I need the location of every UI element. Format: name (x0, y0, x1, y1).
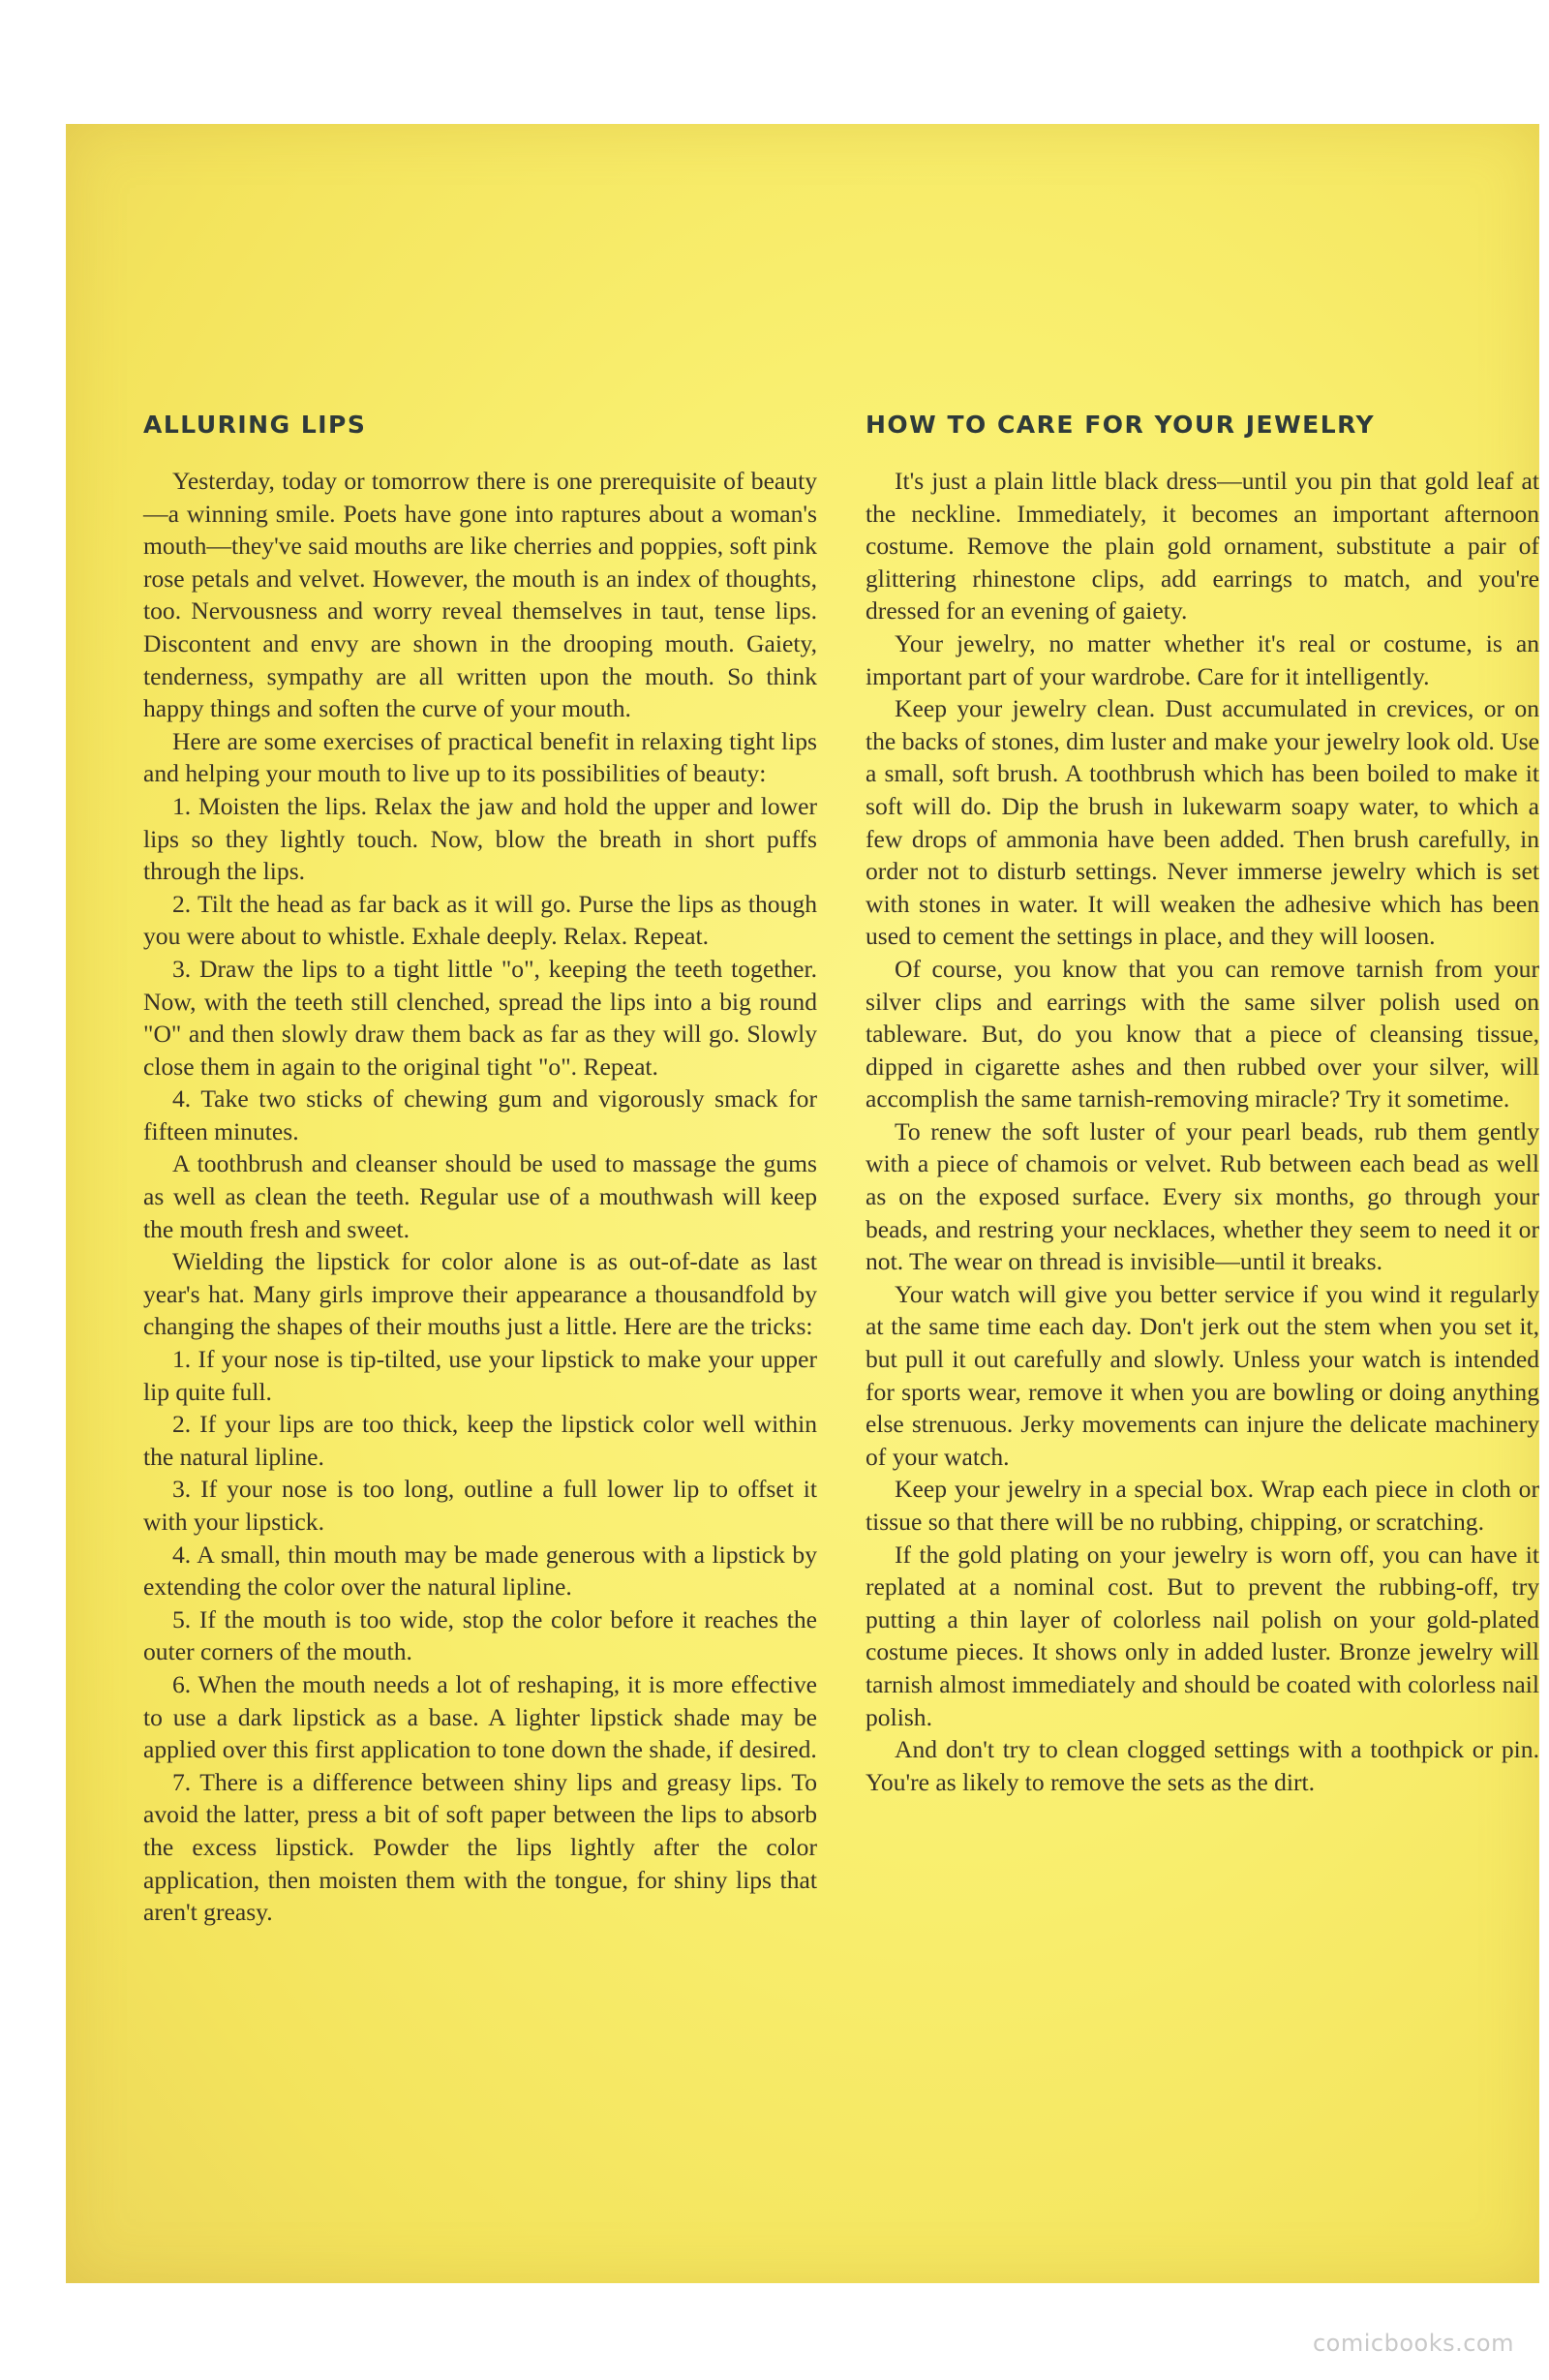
site-watermark: comicbooks.com (1312, 2330, 1514, 2357)
article-paragraph: Keep your jewelry in a special box. Wrap each piece in cloth or tissue so that there will be no rubbing, chipping, or scratching. (866, 1475, 1539, 1536)
article-paragraph: 7. There is a difference between shiny lips and greasy lips. To avoid the latter, press a bit of soft paper between the lips to absorb the excess lipstick. Powder the lips lightly after the color application, then moisten them with the tongue, for shiny lips that aren't greasy. (143, 1767, 817, 1927)
article-title: HOW TO CARE FOR YOUR JEWELRY (866, 411, 1376, 439)
article-paragraph: And don't try to clean clogged settings with a toothpick or pin. You're as likely to remove the sets as the dirt. (866, 1735, 1539, 1796)
article-paragraph: 4. Take two sticks of chewing gum and vigorously smack for fifteen minutes. (143, 1084, 817, 1145)
article-paragraph: 3. If your nose is too long, outline a full lower lip to offset it with your lipstick. (143, 1475, 817, 1536)
article-paragraph: Your jewelry, no matter whether it's real or costume, is an important part of your wardrobe. Care for it intelligently. (866, 628, 1539, 690)
article-paragraph: 3. Draw the lips to a tight little "o", keeping the teeth together. Now, with the teeth still clenched, spread the lips into a big round "O" and then slowly draw them back as far as they will go. Slowly close them in again to the original tight "o". Repeat. (143, 954, 817, 1081)
article-paragraph: 2. If your lips are too thick, keep the lipstick color well within the natural lipline. (143, 1410, 817, 1471)
article-paragraph: Yesterday, today or tomorrow there is one prerequisite of beauty—a winning smile. Poets have gone into raptures about a woman's mouth—they've said mouths are like cherries and poppies, soft pink rose petals and velvet. However, the mouth is an index of thoughts, too. Nervousness and worry reveal themselves in taut, tense lips. Discontent and envy are shown in the drooping mouth. Gaiety, tenderness, sympathy are all written upon the mouth. So think happy things and soften the curve of your mouth. (143, 467, 817, 723)
article-paragraph: 2. Tilt the head as far back as it will go. Purse the lips as though you were about to whistle. Exhale deeply. Relax. Repeat. (143, 889, 817, 951)
article-title: ALLURING LIPS (143, 411, 367, 439)
article-paragraph: 1. If your nose is tip-tilted, use your lipstick to make your upper lip quite full. (143, 1345, 817, 1406)
article-paragraph: Wielding the lipstick for color alone is as out-of-date as last year's hat. Many girls improve their appearance a thousandfold by changing the shapes of their mouths just a little. Here are the tricks: (143, 1247, 817, 1341)
article-paragraph: Here are some exercises of practical benefit in relaxing tight lips and helping your mouth to live up to its possibilities of beauty: (143, 726, 817, 788)
article-paragraph: It's just a plain little black dress—until you pin that gold leaf at the neckline. Immediately, it becomes an important afternoon costume. Remove the plain gold ornament, substitute a pair of glittering rhinestone clips, add earrings to match, and you're dressed for an evening of gaiety. (866, 467, 1539, 626)
article-paragraph: A toothbrush and cleanser should be used to massage the gums as well as clean the teeth. Regular use of a mouthwash will keep the mouth fresh and sweet. (143, 1149, 817, 1243)
article-paragraph: If the gold plating on your jewelry is worn off, you can have it replated at a nominal cost. But to prevent the rubbing-off, try putting a thin layer of colorless nail polish on your gold-plated costume pieces. It shows only in added luster. Bronze jewelry will tarnish almost immediately and should be coated with colorless nail polish. (866, 1540, 1539, 1731)
text-panel (66, 124, 1539, 2283)
article-paragraph: Keep your jewelry clean. Dust accumulated in crevices, or on the backs of stones, dim luster and make your jewelry look old. Use a small, soft brush. A toothbrush which has been boiled to make it soft will do. Dip the brush in lukewarm soapy water, to which a few drops of ammonia have been added. Then brush carefully, in order not to disturb settings. Never immerse jewelry which is set with stones in water. It will weaken the adhesive which has been used to cement the settings in place, and they will loosen. (866, 694, 1539, 951)
article-paragraph: To renew the soft luster of your pearl beads, rub them gently with a piece of chamois or velvet. Rub between each bead as well as on the exposed surface. Every six months, go through your beads, and restring your necklaces, whether they seem to need it or not. The wear on thread is invisible—until it breaks. (866, 1116, 1539, 1276)
article-paragraph: 6. When the mouth needs a lot of reshaping, it is more effective to use a dark lipstick as a base. A lighter lipstick shade may be applied over this first application to tone down the shade, if desired. (143, 1669, 817, 1764)
article-paragraph: Your watch will give you better service if you wind it regularly at the same time each day. Don't jerk out the stem when you set it, but pull it out carefully and slowly. Unless your watch is intended for sports wear, remove it when you are bowling or doing anything else strenuous. Jerky movements can injure the delicate machinery of your watch. (866, 1279, 1539, 1471)
article-paragraph: Of course, you know that you can remove tarnish from your silver clips and earrings with the same silver polish used on tableware. But, do you know that a piece of cleansing tissue, dipped in cigarette ashes and then rubbed over your silver, will accomplish the same tarnish-removing miracle? Try it sometime. (866, 954, 1539, 1114)
article-paragraph: 4. A small, thin mouth may be made generous with a lipstick by extending the color over the natural lipline. (143, 1540, 817, 1602)
article-paragraph: 1. Moisten the lips. Relax the jaw and hold the upper and lower lips so they lightly touch. Now, blow the breath in short puffs through the lips. (143, 791, 817, 886)
article-paragraph: 5. If the mouth is too wide, stop the color before it reaches the outer corners of the mouth. (143, 1604, 817, 1666)
article-jewelry-care (866, 411, 1539, 1798)
article-alluring-lips (143, 411, 817, 1929)
